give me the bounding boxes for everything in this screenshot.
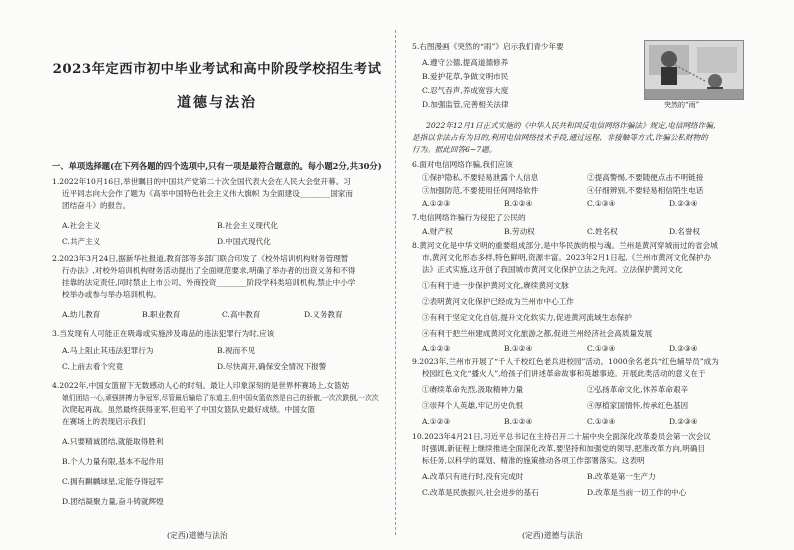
q4-option-b: B.个人力量有限,基本不起作用 [62,457,164,466]
q10-line-3: 标任务,以科学的谋划、精准的施策推动各项工作部署落实。这表明 [422,456,645,465]
q2-line-4: 校举办或参与举办培训机构。 [62,290,161,299]
q8-statement-3: ③有利于坚定文化自信,提升文化软实力,促进黄河流域生态保护 [422,313,632,322]
q5-option-b: B.爱护花草,争做文明市民 [422,72,509,81]
q6-statement-1: ①保护隐私,不要轻易泄露个人信息 [422,173,539,182]
q5-option-a: A.遵守公德,提高道德修养 [422,58,509,67]
q1-option-c: C.共产主义 [62,237,101,246]
q4-option-d: D.团结凝聚力量,奋斗铸就辉煌 [62,497,164,506]
q6-statement-2: ②提高警惕,不要随便点击不明链接 [587,173,704,182]
q3-option-c: C.上前去看个究竟 [62,362,124,371]
q10-option-b: B.改革是第一生产力 [587,472,656,481]
q6-option-b: B.①②④ [504,199,533,208]
q9-statement-3: ③崇拜个人英雄,牢记历史仇恨 [422,401,524,410]
q4-option-c: C.拥有麒麟球星,定能夺得冠军 [62,477,164,486]
footer-right: (定西)道德与法治 [522,531,583,540]
q1-option-b: B.社会主义现代化 [217,221,279,230]
q1-line-3: 团结奋斗》的报告。 [62,201,131,210]
q5-option-c: C.忍气吞声,养成宽容大度 [422,86,509,95]
intro-line-1: 2022年12月1日正式实施的《中华人民共和国反电信网络诈骗法》规定,电信网络诈骗, [426,121,716,130]
q6-option-d: D.②③④ [669,199,698,208]
q8-option-c: C.①③④ [587,344,616,353]
q1-option-d: D.中国式现代化 [217,237,271,246]
q8-line-2: 市,黄河文化形态多样,特色鲜明,资源丰富。2023年2月1日起,《兰州市黄河文化保护办 [422,253,712,262]
q4-line-1: 4.2022年,中国女篮留下无数感动人心的时刻。最让人印象深刻的是世界杯赛场上,女篮姑 [52,381,350,390]
q6-statement-3: ③加强防范,不要使用任何网络软件 [422,186,539,195]
q9-statement-4: ④厚植家国情怀,传承红色基因 [587,401,689,410]
q10-option-d: D.改革是当前一切工作的中心 [587,488,687,497]
q4-line-3: 次爬起再战。虽然最终获得亚军,但追平了中国女篮队史最好成绩。中国女篮 [62,405,316,414]
q7-option-b: B.劳动权 [504,227,535,236]
q8-line-3: 法》正式实施,这开创了我国城市黄河文化保护立法之先河。立法保护黄河文化 [422,265,683,274]
q4-line-2: 娘们团结一心,顽强拼搏力争冠军,尽管最后输给了东道主,但中国女篮依然是自己的骄傲,一次次跌倒,一次次 [62,394,379,402]
exam-subject: 道德与法治 [177,95,257,111]
q1-line-1: 1.2022年10月16日,举世瞩目的中国共产党第二十次全国代表大会在人民大会堂开幕。习 [52,177,351,186]
q9-line-1: 9.2023年,兰州市开展了“千人千校红色老兵进校园”活动。1000余名老兵“红色辅导员”成为 [412,357,719,366]
q10-option-a: A.改革只有进行时,没有完成时 [422,472,524,481]
q1-option-a: A.社会主义 [62,221,101,230]
q3-line-1: 3.当发现有人可能正在吸毒或实施涉及毒品的违法犯罪行为时,应该 [52,329,275,338]
q3-option-a: A.马上阻止其违法犯罪行为 [62,346,154,355]
q2-option-d: D.义务教育 [304,310,343,319]
q10-option-c: C.改革是民族振兴,社会进步的基石 [422,488,539,497]
cartoon-caption: 突然的“雨” [664,101,700,109]
q2-option-b: B.职业教育 [142,310,181,319]
q6-option-a: A.①②③ [422,199,451,208]
q9-option-c: C.①③④ [587,417,616,426]
left-column [52,0,382,550]
q9-statement-2: ②弘扬革命文化,休养革命艰辛 [587,385,689,394]
q2-option-c: C.高中教育 [222,310,261,319]
q3-option-b: B.视而不见 [217,346,256,355]
q1-line-2: 近平同志向大会作了题为《高举中国特色社会主义伟大旗帜 为全面建设________国家而 [62,189,353,198]
exam-title: 2023年定西市初中毕业考试和高中阶段学校招生考试 [52,62,382,77]
q8-statement-1: ①有利于进一步保护黄河文化,赓续黄河文脉 [422,281,569,290]
q2-option-a: A.幼儿教育 [62,310,101,319]
q2-line-2: 行办法》,对校外培训机构财务活动提出了全面规范要求,明确了举办者的出资义务和不得 [62,266,356,275]
q6-statement-4: ④仔细辨别,不要轻易相信陌生电话 [587,186,704,195]
q7-option-a: A.财产权 [422,227,453,236]
right-column [412,0,748,550]
column-divider [395,30,396,535]
q9-option-a: A.①②③ [422,417,451,426]
q2-line-1: 2.2023年3月24日,据新华社报道,教育部等多部门联合印发了《校外培训机构财务管理暂 [52,254,349,263]
q5-line-1: 5.右图漫画《突然的“雨”》启示我们青少年要 [412,42,564,51]
q8-statement-4: ④有利于把兰州建成黄河文化旅游之都,促进兰州经济社会高质量发展 [422,329,653,338]
q6-option-c: C.①③④ [587,199,616,208]
q5-option-d: D.加强监管,完善相关法律 [422,100,509,109]
cartoon-drawing [645,41,743,99]
q9-option-b: B.①②④ [504,417,533,426]
q4-line-4: 在赛场上的表现启示我们 [62,417,146,426]
intro-line-3: 行为。据此回答6~7题。 [412,145,497,154]
q8-option-d: D.②③④ [669,344,698,353]
q4-option-a: A.只要精诚团结,就能取得胜利 [62,437,164,446]
q8-line-1: 8.黄河文化是中华文明的重要组成部分,是中华民族的根与魂。兰州是黄河穿城而过的省会城 [412,241,718,250]
q8-option-b: B.①②④ [504,344,533,353]
q10-line-1: 10.2023年4月21日,习近平总书记在主持召开二十届中央全面深化改革委员会第一次会议 [412,432,711,441]
intro-line-2: 是指以非法占有为目的,利用电信网络技术手段,通过远程、非接触等方式,诈骗公私财物的 [412,133,708,142]
q8-option-a: A.①②③ [422,344,451,353]
section-heading: 一、单项选择题(在下列各题的四个选项中,只有一项是最符合题意的。每小题2分,共30分) [52,161,382,171]
q9-line-2: 校园红色文化“播火人”,给孩子们讲述革命故事和英雄事迹。开展此类活动的意义在于 [422,369,706,378]
q2-line-3: 挂靠的法定责任,同时禁止上市公司、外商投资________阶段学科类培训机构,禁止中小学 [62,278,356,287]
q7-option-c: C.姓名权 [587,227,618,236]
q10-line-2: 时强调,新征程上继续推进全面深化改革,要坚持和加强党的领导,把准改革方向,明确目 [422,444,706,453]
q7-option-d: D.名誉权 [669,227,701,236]
q8-statement-2: ②表明黄河文化保护已经成为兰州市中心工作 [422,297,574,306]
footer-left: (定西)道德与法治 [167,531,228,540]
q6-line-1: 6.面对电信网络诈骗,我们应该 [412,160,513,169]
q7-line-1: 7.电信网络诈骗行为侵犯了公民的 [412,213,526,222]
q3-option-d: D.尽快离开,确保安全情况下报警 [217,362,327,371]
q9-statement-1: ①赓续革命先烈,汲取精神力量 [422,385,524,394]
q9-option-d: D.②③④ [669,417,698,426]
cartoon-image [644,40,744,100]
